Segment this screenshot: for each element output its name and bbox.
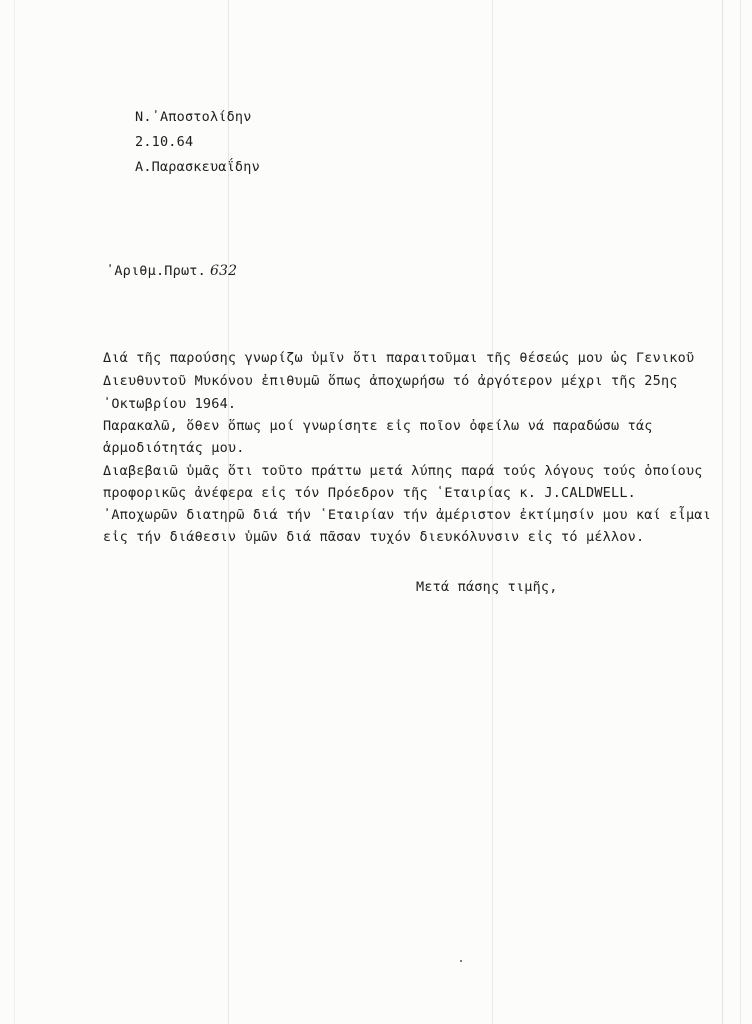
fold-line bbox=[14, 0, 15, 1024]
body-line: ἁρμοδιότητάς μου. bbox=[103, 440, 245, 456]
closing-salutation: Μετά πάσης τιμῆς, bbox=[416, 579, 558, 595]
body-line: ᾿Οκτωβρίου 1964. bbox=[103, 396, 237, 412]
body-line: Διευθυντοῦ Μυκόνου ἐπιθυμῶ ὅπως ἀποχωρήσω τό ἀργότερον μέχρι τῆς 25ης bbox=[103, 373, 678, 389]
body-line: εἰς τήν διάθεσιν ὑμῶν διά πᾶσαν τυχόν διευκόλυνσιν εἰς τό μέλλον. bbox=[103, 529, 645, 545]
recipient-name: Ν.᾿Αποστολίδην bbox=[135, 109, 252, 125]
body-line: ᾿Αποχωρῶν διατηρῶ διά τήν ῾Εταιρίαν τήν ἀμέριστον ἐκτίμησίν μου καί εἶμαι bbox=[103, 507, 711, 523]
sender-name: Α.Παρασκευαΐδην bbox=[135, 159, 260, 175]
fold-line bbox=[740, 0, 741, 1024]
body-line: προφορικῶς ἀνέφερα εἰς τόν Πρόεδρον τῆς ῾Εταιρίας κ. J.CALDWELL. bbox=[103, 485, 636, 501]
protocol-number: 632 bbox=[209, 263, 238, 279]
letter-date: 2.10.64 bbox=[135, 134, 194, 150]
ink-speck bbox=[460, 960, 462, 962]
body-line: Παρακαλῶ, ὅθεν ὅπως μοί γνωρίσητε εἰς ποῖον ὀφείλω νά παραδώσω τάς bbox=[103, 418, 653, 434]
protocol-label: ᾿Αριθμ.Πρωτ. bbox=[106, 263, 206, 279]
fold-line bbox=[722, 0, 723, 1024]
protocol-line bbox=[106, 262, 237, 280]
body-line: Διά τῆς παρούσης γνωρίζω ὑμῖν ὅτι παραιτοῦμαι τῆς θέσεώς μου ὡς Γενικοῦ bbox=[103, 350, 695, 366]
body-line: Διαβεβαιῶ ὑμᾶς ὅτι τοῦτο πράττω μετά λύπης παρά τούς λόγους τούς ὁποίους bbox=[103, 463, 703, 479]
